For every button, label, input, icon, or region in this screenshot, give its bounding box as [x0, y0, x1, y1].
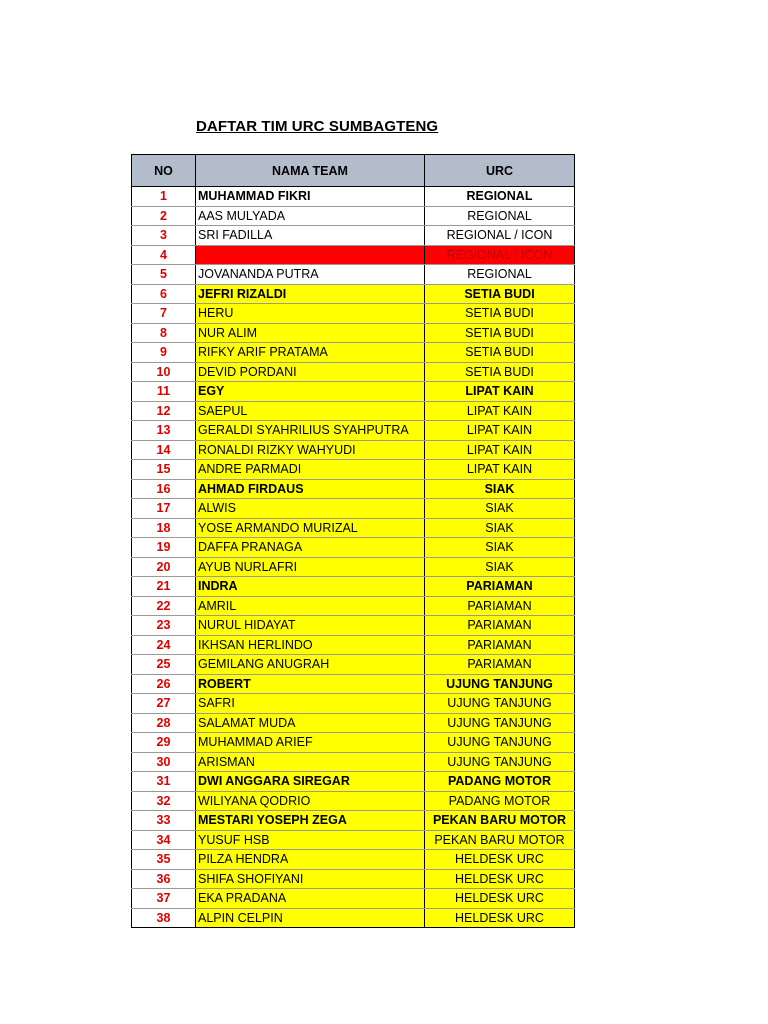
team-member-name: MUHAMMAD ARIEF: [196, 733, 425, 753]
urc-assignment: UJUNG TANJUNG: [425, 752, 575, 772]
urc-assignment: PARIAMAN: [425, 655, 575, 675]
table-header: [132, 155, 575, 187]
urc-assignment: PARIAMAN: [425, 635, 575, 655]
urc-assignment: SIAK: [425, 538, 575, 558]
table-row: [132, 538, 575, 558]
row-number: 18: [132, 518, 196, 538]
table-row: [132, 596, 575, 616]
table-row: [132, 830, 575, 850]
table-row: [132, 440, 575, 460]
table-row: [132, 187, 575, 207]
row-number: 21: [132, 577, 196, 597]
urc-assignment: SETIA BUDI: [425, 343, 575, 363]
table-row: [132, 343, 575, 363]
row-number: 36: [132, 869, 196, 889]
row-number: 8: [132, 323, 196, 343]
table-row: [132, 908, 575, 928]
table-row: [132, 245, 575, 265]
team-member-name: AAS MULYADA: [196, 206, 425, 226]
table-row: [132, 752, 575, 772]
table-row: [132, 284, 575, 304]
team-member-name: PILZA HENDRA: [196, 850, 425, 870]
urc-assignment: SETIA BUDI: [425, 304, 575, 324]
urc-assignment: LIPAT KAIN: [425, 440, 575, 460]
row-number: 27: [132, 694, 196, 714]
team-member-name: [196, 245, 425, 265]
column-header-urc: URC: [425, 155, 575, 187]
urc-assignment: UJUNG TANJUNG: [425, 694, 575, 714]
team-member-name: SALAMAT MUDA: [196, 713, 425, 733]
table-row: [132, 518, 575, 538]
team-member-name: ALWIS: [196, 499, 425, 519]
urc-assignment: LIPAT KAIN: [425, 421, 575, 441]
row-number: 23: [132, 616, 196, 636]
team-member-name: NURUL HIDAYAT: [196, 616, 425, 636]
row-number: 34: [132, 830, 196, 850]
table-row: [132, 206, 575, 226]
row-number: 9: [132, 343, 196, 363]
table-row: [132, 499, 575, 519]
table-row: [132, 460, 575, 480]
row-number: 1: [132, 187, 196, 207]
urc-assignment: HELDESK URC: [425, 850, 575, 870]
team-member-name: JEFRI RIZALDI: [196, 284, 425, 304]
urc-assignment: UJUNG TANJUNG: [425, 674, 575, 694]
table-row: [132, 733, 575, 753]
row-number: 13: [132, 421, 196, 441]
row-number: 5: [132, 265, 196, 285]
table-row: [132, 713, 575, 733]
urc-assignment: PARIAMAN: [425, 616, 575, 636]
team-member-name: IKHSAN HERLINDO: [196, 635, 425, 655]
table-row: [132, 811, 575, 831]
urc-assignment: UJUNG TANJUNG: [425, 713, 575, 733]
row-number: 20: [132, 557, 196, 577]
team-member-name: SAEPUL: [196, 401, 425, 421]
team-member-name: HERU: [196, 304, 425, 324]
urc-assignment: REGIONAL: [425, 206, 575, 226]
team-member-name: GERALDI SYAHRILIUS SYAHPUTRA: [196, 421, 425, 441]
team-member-name: SAFRI: [196, 694, 425, 714]
urc-assignment: HELDESK URC: [425, 908, 575, 928]
table-row: [132, 557, 575, 577]
row-number: 29: [132, 733, 196, 753]
urc-assignment: LIPAT KAIN: [425, 382, 575, 402]
row-number: 31: [132, 772, 196, 792]
urc-assignment: SIAK: [425, 518, 575, 538]
team-member-name: SHIFA SHOFIYANI: [196, 869, 425, 889]
team-roster-table: [131, 154, 575, 928]
row-number: 32: [132, 791, 196, 811]
row-number: 35: [132, 850, 196, 870]
team-member-name: YUSUF HSB: [196, 830, 425, 850]
table-row: [132, 323, 575, 343]
team-member-name: ARISMAN: [196, 752, 425, 772]
team-member-name: ALPIN CELPIN: [196, 908, 425, 928]
row-number: 28: [132, 713, 196, 733]
team-member-name: DAFFA PRANAGA: [196, 538, 425, 558]
urc-assignment: REGIONAL: [425, 265, 575, 285]
row-number: 10: [132, 362, 196, 382]
row-number: 30: [132, 752, 196, 772]
row-number: 11: [132, 382, 196, 402]
table-row: [132, 265, 575, 285]
urc-assignment: PADANG MOTOR: [425, 791, 575, 811]
row-number: 19: [132, 538, 196, 558]
team-member-name: ANDRE PARMADI: [196, 460, 425, 480]
team-member-name: JOVANANDA PUTRA: [196, 265, 425, 285]
urc-assignment: SIAK: [425, 557, 575, 577]
row-number: 14: [132, 440, 196, 460]
row-number: 26: [132, 674, 196, 694]
row-number: 6: [132, 284, 196, 304]
urc-assignment: PARIAMAN: [425, 577, 575, 597]
team-member-name: MUHAMMAD FIKRI: [196, 187, 425, 207]
table-row: [132, 674, 575, 694]
table-row: [132, 421, 575, 441]
table-row: [132, 772, 575, 792]
table-row: [132, 479, 575, 499]
team-member-name: RIFKY ARIF PRATAMA: [196, 343, 425, 363]
team-member-name: RONALDI RIZKY WAHYUDI: [196, 440, 425, 460]
team-member-name: DWI ANGGARA SIREGAR: [196, 772, 425, 792]
team-member-name: INDRA: [196, 577, 425, 597]
table-row: [132, 577, 575, 597]
table-row: [132, 226, 575, 246]
urc-assignment: UJUNG TANJUNG: [425, 733, 575, 753]
team-member-name: AMRIL: [196, 596, 425, 616]
row-number: 17: [132, 499, 196, 519]
row-number: 12: [132, 401, 196, 421]
row-number: 2: [132, 206, 196, 226]
urc-assignment: HELDESK URC: [425, 869, 575, 889]
table-row: [132, 694, 575, 714]
urc-assignment: SETIA BUDI: [425, 284, 575, 304]
row-number: 7: [132, 304, 196, 324]
urc-assignment: SIAK: [425, 479, 575, 499]
table-row: [132, 635, 575, 655]
table-row: [132, 889, 575, 909]
row-number: 25: [132, 655, 196, 675]
row-number: 15: [132, 460, 196, 480]
table-row: [132, 382, 575, 402]
urc-assignment: REGIONAL / ICON: [425, 226, 575, 246]
row-number: 16: [132, 479, 196, 499]
row-number: 33: [132, 811, 196, 831]
urc-assignment: REGIONAL / ICON: [425, 245, 575, 265]
team-member-name: WILIYANA QODRIO: [196, 791, 425, 811]
row-number: 38: [132, 908, 196, 928]
urc-assignment: SETIA BUDI: [425, 362, 575, 382]
table-body: [132, 187, 575, 928]
team-member-name: MESTARI YOSEPH ZEGA: [196, 811, 425, 831]
row-number: 37: [132, 889, 196, 909]
row-number: 22: [132, 596, 196, 616]
column-header-name: NAMA TEAM: [196, 155, 425, 187]
header-row: [132, 155, 575, 187]
team-member-name: DEVID PORDANI: [196, 362, 425, 382]
urc-assignment: SETIA BUDI: [425, 323, 575, 343]
table-row: [132, 850, 575, 870]
team-member-name: AYUB NURLAFRI: [196, 557, 425, 577]
urc-assignment: LIPAT KAIN: [425, 401, 575, 421]
urc-assignment: HELDESK URC: [425, 889, 575, 909]
urc-assignment: LIPAT KAIN: [425, 460, 575, 480]
table-row: [132, 655, 575, 675]
team-member-name: GEMILANG ANUGRAH: [196, 655, 425, 675]
urc-assignment: PARIAMAN: [425, 596, 575, 616]
team-member-name: EGY: [196, 382, 425, 402]
table-row: [132, 304, 575, 324]
table-row: [132, 616, 575, 636]
team-member-name: ROBERT: [196, 674, 425, 694]
urc-assignment: PEKAN BARU MOTOR: [425, 830, 575, 850]
urc-assignment: REGIONAL: [425, 187, 575, 207]
urc-assignment: SIAK: [425, 499, 575, 519]
team-member-name: YOSE ARMANDO MURIZAL: [196, 518, 425, 538]
row-number: 3: [132, 226, 196, 246]
team-member-name: NUR ALIM: [196, 323, 425, 343]
urc-assignment: PADANG MOTOR: [425, 772, 575, 792]
document-title: DAFTAR TIM URC SUMBAGTENG: [196, 118, 439, 135]
team-member-name: EKA PRADANA: [196, 889, 425, 909]
table-row: [132, 362, 575, 382]
column-header-no: NO: [132, 155, 196, 187]
team-member-name: AHMAD FIRDAUS: [196, 479, 425, 499]
row-number: 4: [132, 245, 196, 265]
table-row: [132, 401, 575, 421]
table-row: [132, 869, 575, 889]
table-row: [132, 791, 575, 811]
team-member-name: SRI FADILLA: [196, 226, 425, 246]
urc-assignment: PEKAN BARU MOTOR: [425, 811, 575, 831]
row-number: 24: [132, 635, 196, 655]
